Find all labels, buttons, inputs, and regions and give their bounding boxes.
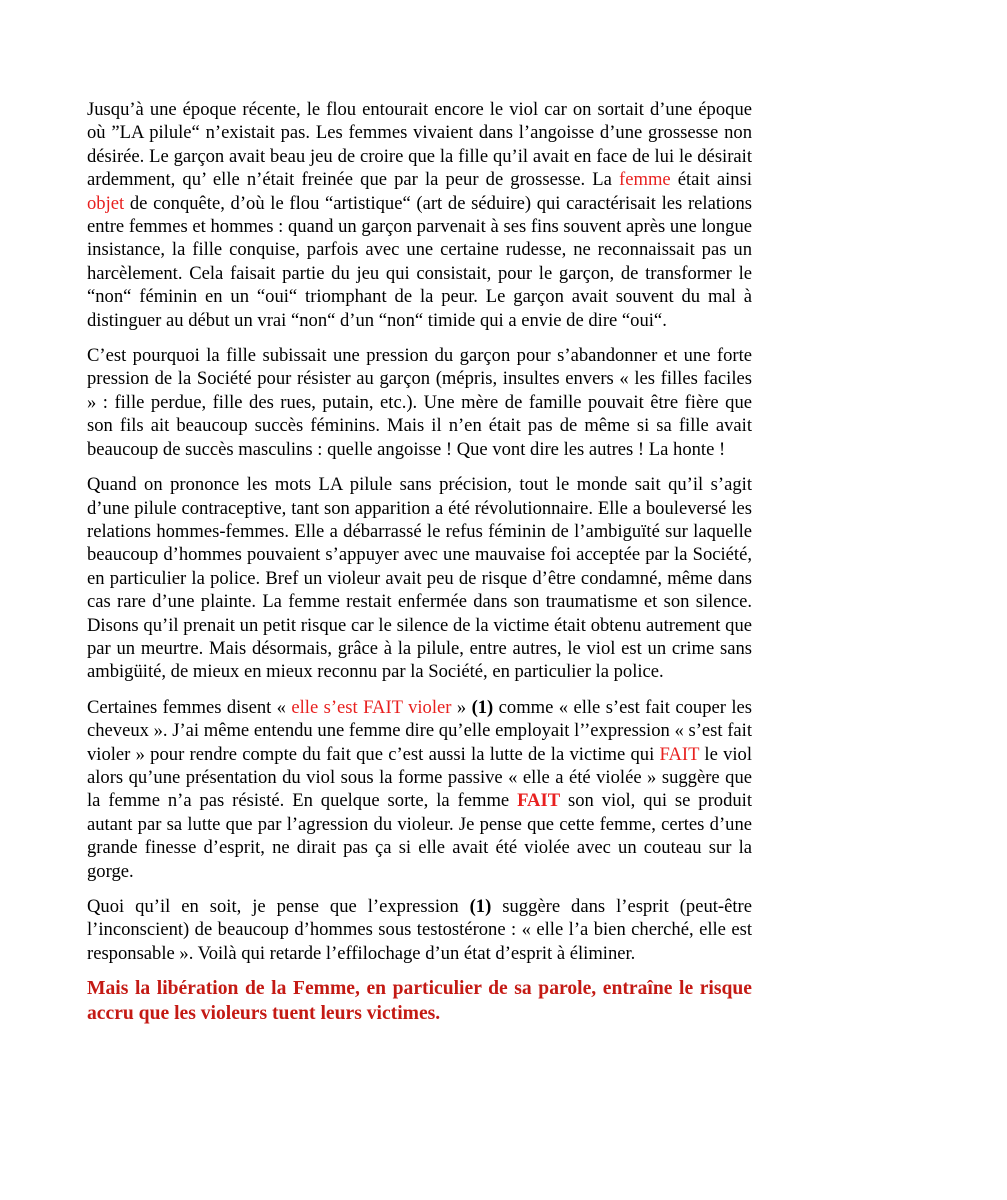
paragraph-1-text-c: de conquête, d’où le flou “artistique“ (art de séduire) qui caractérisait les relations entre femmes et hommes : quand un garçon parvenait à ses fins souvent après une longue insistance, la fille conquise, parfois avec une certaine rudesse, ne reconnaissait pas un harcèlement. Cela faisait partie du jeu qui consistait, pour le garçon, de transformer le “non“ féminin en un “oui“ triomphant de la peur. Le garçon avait souvent du mal à distinguer au début un vrai “non“ d’un “non“ timide qui a envie de dire “oui“. <box>87 192 752 331</box>
reference-marker: (1) <box>471 696 494 718</box>
paragraph-4-text-b: » <box>451 696 472 718</box>
paragraph-4 <box>87 696 752 883</box>
paragraph-2: C’est pourquoi la fille subissait une pression du garçon pour s’abandonner et une forte pression de la Société pour résister au garçon (mépris, insultes envers « les filles faciles » : fille perdue, fille des rues, putain, etc.). Une mère de famille pouvait être fière que son fils ait beaucoup succès féminins. Mais il n’en était pas de même si sa fille avait beaucoup de succès masculins : quelle angoisse ! Que vont dire les autres ! La honte ! <box>87 345 752 460</box>
highlight-objet: objet <box>87 192 125 214</box>
paragraph-4-text-e: son viol, qui se produit autant par sa lutte que par l’agression du violeur. Je pense que cette femme, certes d’une grande finesse d’esprit, ne dirait pas ça si elle avait été violée avec un couteau sur la gorge. <box>87 790 752 882</box>
paragraph-5 <box>87 895 752 965</box>
paragraph-1-text-b: était ainsi <box>670 169 752 191</box>
paragraph-5-text-a: Quoi qu’il en soit, je pense que l’expression <box>87 896 470 917</box>
paragraph-1 <box>87 98 752 332</box>
highlight-fait: FAIT <box>659 743 700 765</box>
paragraph-3: Quand on prononce les mots LA pilule sans précision, tout le monde sait qu’il s’agit d’une pilule contraceptive, tant son apparition a été révolutionnaire. Elle a bouleversé les relations hommes-femmes. Elle a débarrassé le refus féminin de l’ambiguïté sur laquelle beaucoup d’hommes pouvaient s’appuyer avec une mauvaise foi acceptée par la Société, en particulier la police. Bref un violeur avait peu de risque d’être condamné, même dans cas rare d’une plainte. La femme restait enfermée dans son traumatisme et son silence. Disons qu’il prenait un petit risque car le silence de la victime était obtenu autrement que par un meurtre. Mais désormais, grâce à la pilule, entre autres, le viol est un crime sans ambigüité, de mieux en mieux reconnu par la Société, en particulier la police. <box>87 474 752 683</box>
paragraph-1-text-a: Jusqu’à une époque récente, le flou entourait encore le viol car on sortait d’une époque où ”LA pilule“ n’existait pas. Les femmes vivaient dans l’angoisse d’une grossesse non désirée. Le garçon avait beau jeu de croire que la fille qu’il avait en face de lui le désirait ardemment, qu’ elle n’était freinée que par la peur de grossesse. La <box>87 99 752 191</box>
paragraph-4-text-d: le viol alors qu’une présentation du viol sous la forme passive « elle a été violée » suggère que la femme n’a pas résisté. En quelque sorte, la femme <box>87 743 752 812</box>
highlight-femme: femme <box>619 169 671 191</box>
closing-statement: Mais la libération de la Femme, en particulier de sa parole, entraîne le risque accru que les violeurs tuent leurs victimes. <box>87 978 752 1024</box>
paragraph-5-text-b: suggère dans l’esprit (peut-être l’inconscient) de beaucoup d’hommes sous testostérone : « elle l’a bien cherché, elle est responsable ». Voilà qui retarde l’effilochage d’un état d’esprit à éliminer. <box>87 896 752 964</box>
paragraph-4-text-c: comme « elle s’est fait couper les cheveux ». J’ai même entendu une femme dire qu’elle employait l’’expression « s’est fait violer » pour rendre compte du fait que c’est aussi la lutte de la victime qui <box>87 696 752 765</box>
document-page <box>87 98 752 1026</box>
paragraph-4-text-a: Certaines femmes disent « <box>87 696 292 718</box>
reference-marker: (1) <box>469 896 492 917</box>
highlight-expression: elle s’est FAIT violer <box>291 696 452 718</box>
highlight-fait-bold: FAIT <box>517 790 561 812</box>
